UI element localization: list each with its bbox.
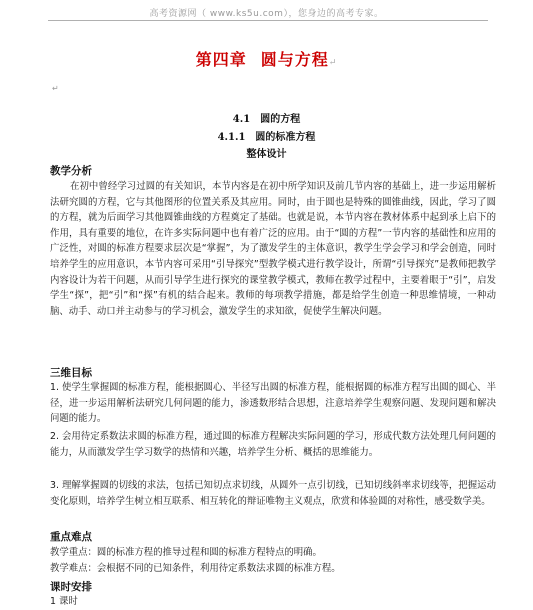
objective-item: 3. 理解掌握圆的切线的求法，包括已知切点求切线，从圆外一点引切线，已知切线斜率求切线等，把握运动变化原则，培养学生树立相互联系、相互转化的辩证唯物主义观点，欣赏和体验圆的对称性，感受数学美。 — [50, 480, 496, 507]
section-number: 4.1.1 — [217, 132, 246, 143]
section-title: 圆的方程 — [260, 114, 301, 125]
paragraph-mark-icon: ↵ — [52, 84, 59, 93]
objective-item: 1. 使学生掌握圆的标准方程，能根据圆心、半径写出圆的标准方程，能根据圆的标准方程写出圆的圆心、半径，进一步运用解析法研究几何问题的能力，渗透数形结合思想，注意培养学生观察问题、发现问题和解决问题的能力。 — [50, 382, 496, 425]
key-point-text: 教学重点：圆的标准方程的推导过程和圆的标准方程特点的明确。 — [50, 547, 322, 558]
section-title: 圆的标准方程 — [255, 132, 316, 143]
objectives-heading: 三维目标 — [50, 367, 92, 379]
key-points-heading: 重点难点 — [50, 531, 92, 543]
paragraph-mark-icon: ↵ — [328, 58, 338, 68]
chapter-name: 圆与方程 — [260, 50, 329, 69]
chapter-number: 第四章 — [195, 50, 247, 69]
section-heading-4-1 — [0, 110, 533, 125]
chapter-title — [0, 47, 533, 70]
overall-design-heading: 整体设计 — [246, 149, 287, 160]
difficult-point-text: 教学难点：会根据不同的已知条件，利用待定系数法求圆的标准方程。 — [50, 563, 341, 574]
schedule-heading: 课时安排 — [50, 581, 92, 593]
objective-item: 2. 会用待定系数法求圆的标准方程，通过圆的标准方程解决实际问题的学习，形成代数方法处理几何问题的能力，从而激发学生学习数学的热情和兴趣，培养学生分析、概括的思维能力。 — [50, 431, 496, 458]
section-number: 4.1 — [232, 114, 251, 125]
teaching-analysis-heading: 教学分析 — [50, 165, 92, 177]
section-heading-4-1-1 — [0, 128, 533, 143]
page-header: 高考资源网（ www.ks5u.com），您身边的高考专家。 — [149, 9, 384, 19]
header-rule — [48, 20, 488, 21]
teaching-analysis-paragraph: 在初中曾经学习过圆的有关知识，本节内容是在初中所学知识及前几节内容的基础上，进一步运用解析法研究圆的方程，它与其他图形的位置关系及其应用。同时，由于圆也是特殊的圆锥曲线，因此，学习了圆的方程，就为后面学习其他圆锥曲线的方程奠定了基础。也就是说，本节内容在教材体系中起到承上启下的作用，具有重要的地位，在许多实际问题中也有着广泛的应用。由于“圆的方程”一节内容的基础性和应用的广泛性，对圆的标准方程要求层次是“掌握”，为了激发学生的主体意识，教学生学会学习和学会创造，同时培养学生的应用意识，本节内容可采用“引导探究”型教学模式进行教学设计，所谓“引导探究”是教师把教学内容设计为若干问题，从而引导学生进行探究的课堂教学模式，教师在教学过程中，主要着眼于“引”，启发学生“探”，把“引”和“探”有机的结合起来。教师的每项教学措施，都是给学生创造一种思维情境，一种动脑、动手、动口并主动参与的学习机会，激发学生的求知欲，促使学生解决问题。 — [50, 181, 496, 317]
schedule-item: 1 课时 — [50, 596, 78, 607]
